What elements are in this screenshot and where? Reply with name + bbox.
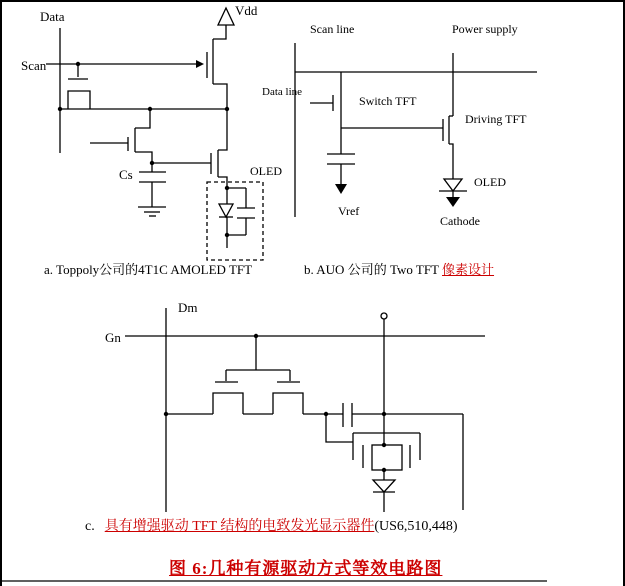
b-label-scan-line: Scan line — [310, 22, 355, 36]
b-vref-arrow — [335, 184, 347, 194]
c-label-dm: Dm — [178, 300, 198, 315]
a-label-data: Data — [40, 9, 65, 24]
circuit-a-schematic — [46, 8, 263, 260]
b-oled-diode — [444, 179, 462, 191]
caption-b — [304, 263, 494, 278]
c-terminal-circle — [381, 313, 387, 319]
b-label-cathode: Cathode — [440, 214, 480, 228]
b-label-driving-tft: Driving TFT — [465, 112, 527, 126]
a-label-cs: Cs — [119, 167, 133, 182]
c-dual-tft-block — [353, 433, 420, 470]
b-label-data-line: Data line — [262, 86, 303, 98]
a-label-scan: Scan — [21, 58, 47, 73]
a-ground-symbol — [138, 207, 166, 216]
circuit-c-schematic — [125, 308, 485, 512]
a-scan-arrowhead — [196, 60, 204, 68]
caption-a: a. Toppoly公司的4T1C AMOLED TFT — [44, 262, 253, 277]
c-label-gn: Gn — [105, 330, 121, 345]
circuit-b-schematic — [295, 43, 537, 217]
caption-c-prefix: c. — [85, 519, 95, 534]
b-label-power-supply: Power supply — [452, 22, 518, 36]
caption-c-link[interactable]: 具有增强驱动 TFT 结构的电致发光显示器件 — [104, 519, 375, 534]
b-cathode-arrow — [446, 197, 460, 207]
b-label-switch-tft: Switch TFT — [359, 94, 417, 108]
a-label-oled: OLED — [250, 164, 282, 178]
a-label-vdd: Vdd — [235, 3, 258, 18]
a-oled-dashed-box — [207, 182, 263, 260]
caption-b-link[interactable]: 像素设计 — [442, 262, 495, 277]
a-oled-diode — [219, 204, 233, 217]
caption-b-prefix: b. AUO 公司的 Two TFT — [304, 262, 443, 277]
caption-c-suffix: (US6,510,448) — [374, 519, 458, 534]
caption-c — [85, 519, 458, 535]
b-label-vref: Vref — [338, 204, 360, 218]
a-vdd-triangle — [218, 8, 234, 25]
c-oled-diode — [373, 480, 395, 492]
b-label-oled: OLED — [474, 175, 506, 189]
figure-caption: 图 6:几种有源驱动方式等效电路图 — [169, 559, 443, 578]
